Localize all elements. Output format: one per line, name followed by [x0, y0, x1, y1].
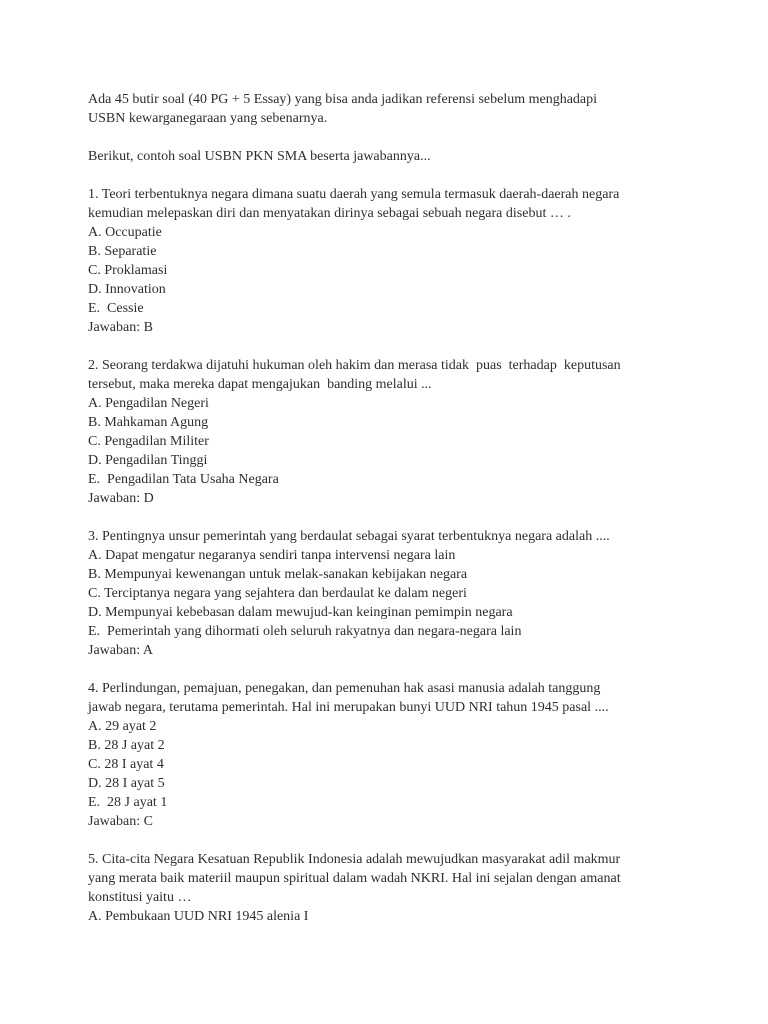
question-3-stem-line: 3. Pentingnya unsur pemerintah yang berdaulat sebagai syarat terbentuknya negara adalah ....	[88, 529, 610, 544]
question-4-stem-line: jawab negara, terutama pemerintah. Hal ini merupakan bunyi UUD NRI tahun 1945 pasal ....	[88, 700, 609, 715]
question-4-option-c: C. 28 I ayat 4	[88, 757, 164, 772]
question-1-stem-line: 1. Teori terbentuknya negara dimana suatu daerah yang semula termasuk daerah-daerah negara	[88, 187, 620, 202]
question-4	[88, 679, 698, 831]
question-2-answer: Jawaban: D	[88, 491, 154, 506]
question-5-stem-line: yang merata baik materiil maupun spiritual dalam wadah NKRI. Hal ini sejalan dengan amanat	[88, 871, 621, 886]
question-1-stem-line: kemudian melepaskan diri dan menyatakan dirinya sebagai sebuah negara disebut … .	[88, 206, 571, 221]
question-3-option-c: C. Terciptanya negara yang sejahtera dan berdaulat ke dalam negeri	[88, 586, 467, 601]
question-1-option-a: A. Occupatie	[88, 225, 162, 240]
question-5	[88, 850, 698, 926]
question-5-stem-line: 5. Cita-cita Negara Kesatuan Republik Indonesia adalah mewujudkan masyarakat adil makmur	[88, 852, 621, 867]
question-1-answer: Jawaban: B	[88, 320, 153, 335]
intro-line: Ada 45 butir soal (40 PG + 5 Essay) yang bisa anda jadikan referensi sebelum menghadapi	[88, 92, 598, 107]
document-page	[88, 90, 698, 926]
subtitle-paragraph	[88, 147, 698, 166]
question-1	[88, 185, 698, 337]
question-2-option-a: A. Pengadilan Negeri	[88, 396, 209, 411]
question-3	[88, 527, 698, 660]
question-4-stem-line: 4. Perlindungan, pemajuan, penegakan, dan pemenuhan hak asasi manusia adalah tanggung	[88, 681, 601, 696]
subtitle-line: Berikut, contoh soal USBN PKN SMA beserta jawabannya...	[88, 149, 431, 164]
question-5-option-a: A. Pembukaan UUD NRI 1945 alenia I	[88, 909, 309, 924]
question-2-option-b: B. Mahkaman Agung	[88, 415, 209, 430]
question-1-option-e: E. Cessie	[88, 301, 144, 316]
question-2-option-c: C. Pengadilan Militer	[88, 434, 209, 449]
question-3-option-a: A. Dapat mengatur negaranya sendiri tanpa intervensi negara lain	[88, 548, 456, 563]
question-1-option-b: B. Separatie	[88, 244, 157, 259]
question-4-answer: Jawaban: C	[88, 814, 153, 829]
question-2-option-d: D. Pengadilan Tinggi	[88, 453, 208, 468]
question-3-option-b: B. Mempunyai kewenangan untuk melak-sanakan kebijakan negara	[88, 567, 468, 582]
question-3-option-d: D. Mempunyai kebebasan dalam mewujud-kan keinginan pemimpin negara	[88, 605, 513, 620]
intro-paragraph	[88, 90, 698, 128]
question-2-option-e: E. Pengadilan Tata Usaha Negara	[88, 472, 279, 487]
question-2-stem-line: 2. Seorang terdakwa dijatuhi hukuman oleh hakim dan merasa tidak puas terhadap keputusan	[88, 358, 621, 373]
question-3-option-e: E. Pemerintah yang dihormati oleh seluruh rakyatnya dan negara-negara lain	[88, 624, 522, 639]
question-4-option-a: A. 29 ayat 2	[88, 719, 157, 734]
question-5-stem-line: konstitusi yaitu …	[88, 890, 192, 905]
question-1-option-d: D. Innovation	[88, 282, 166, 297]
question-2	[88, 356, 698, 508]
question-4-option-d: D. 28 I ayat 5	[88, 776, 165, 791]
question-4-option-b: B. 28 J ayat 2	[88, 738, 165, 753]
question-2-stem-line: tersebut, maka mereka dapat mengajukan banding melalui ...	[88, 377, 432, 392]
question-4-option-e: E. 28 J ayat 1	[88, 795, 168, 810]
question-3-answer: Jawaban: A	[88, 643, 153, 658]
intro-line: USBN kewarganegaraan yang sebenarnya.	[88, 111, 328, 126]
question-1-option-c: C. Proklamasi	[88, 263, 168, 278]
